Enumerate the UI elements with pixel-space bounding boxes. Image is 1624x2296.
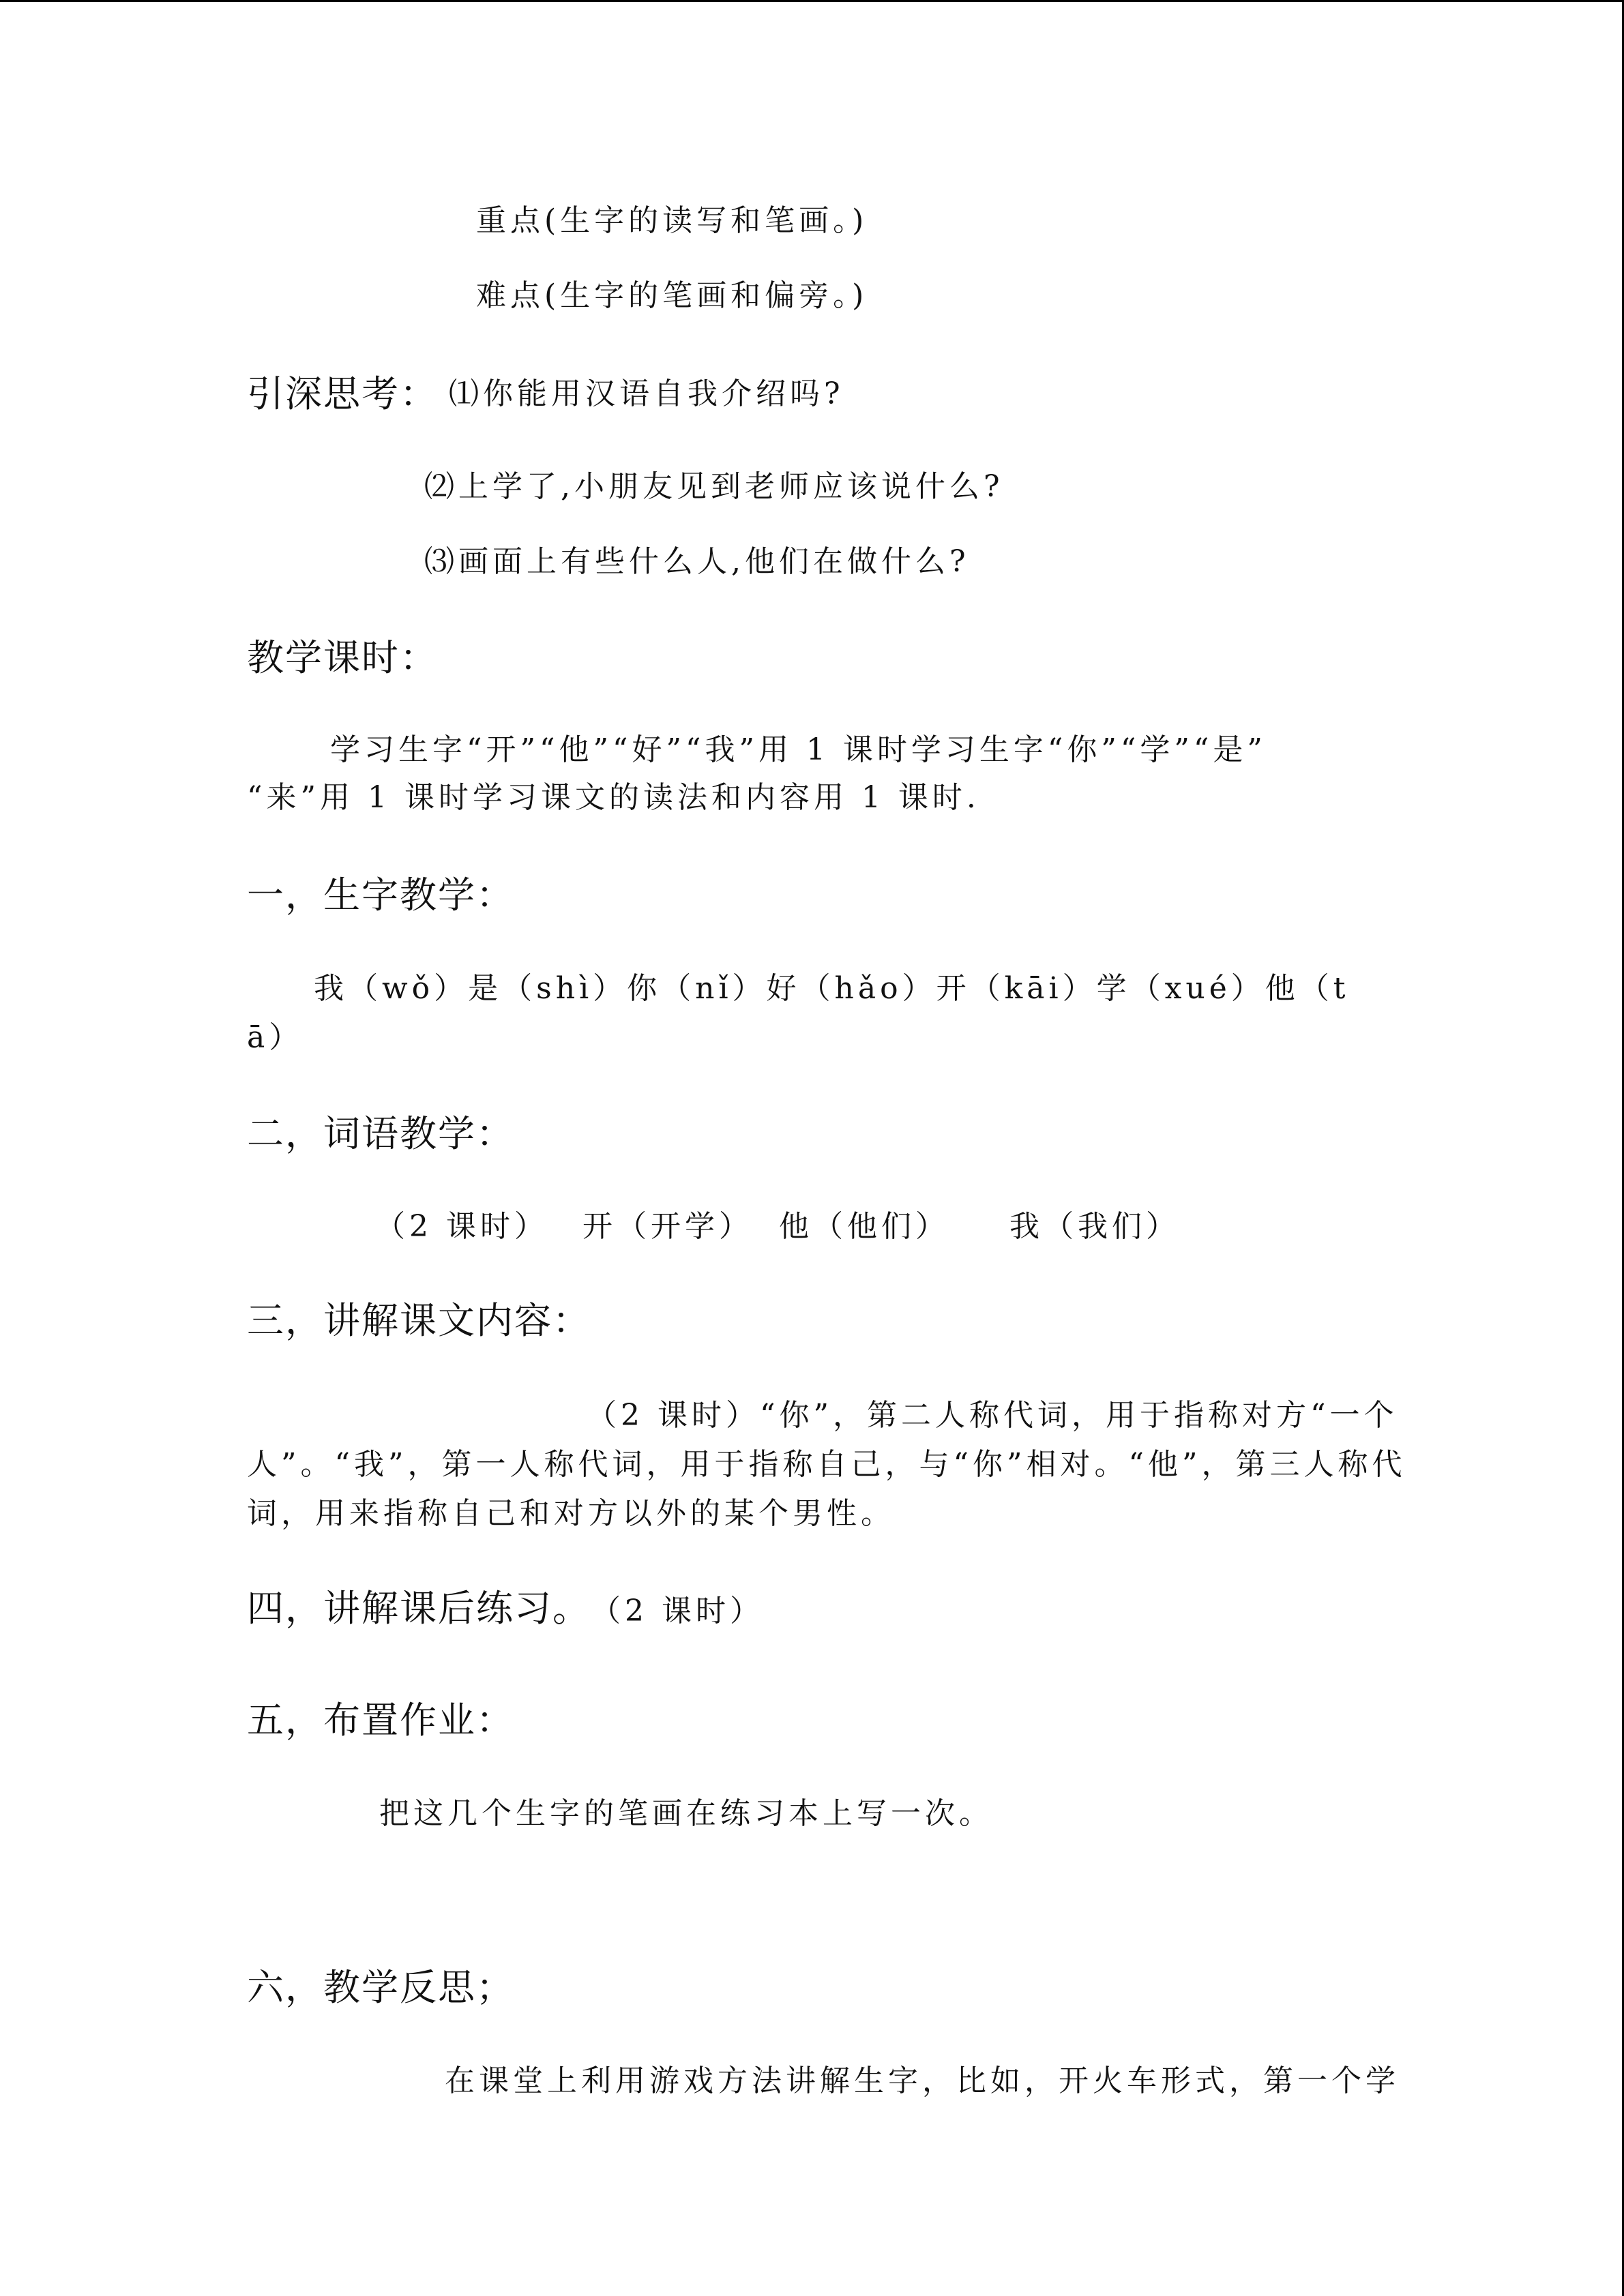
- section4-heading: [247, 1587, 764, 1630]
- section1-heading: 一，生字教学：: [247, 874, 514, 916]
- section5-body: 把这几个生字的笔画在练习本上写一次。: [379, 1796, 993, 1831]
- section2-word-3: 我（我们）: [1009, 1209, 1180, 1244]
- section2-word-1: 开（开学）: [582, 1209, 753, 1244]
- thinking-question-3: ⑶画面上有些什么人,他们在做什么?: [424, 544, 970, 579]
- section2-heading: 二，词语教学：: [247, 1112, 514, 1155]
- hours-line-1: 学习生字“开”“他”“好”“我”用 1 课时学习生字“你”“学”“是”: [330, 732, 1267, 767]
- hours-line-2: “来”用 1 课时学习课文的读法和内容用 1 课时.: [247, 780, 980, 815]
- section3-line-3: 词，用来指称自己和对方以外的某个男性。: [247, 1496, 895, 1531]
- thinking-question-2: ⑵上学了,小朋友见到老师应该说什么?: [424, 469, 1004, 504]
- page-top-border: [0, 0, 1624, 2]
- section4-title: 四，讲解课后练习。: [247, 1587, 591, 1630]
- section2-word-2: 他（他们）: [779, 1209, 949, 1244]
- section5-heading: 五，布置作业：: [247, 1699, 514, 1742]
- section6-body: 在课堂上利用游戏方法讲解生字，比如，开火车形式，第一个学: [445, 2063, 1400, 2098]
- difficulty-line: 难点(生字的笔画和偏旁。): [476, 278, 868, 313]
- section2-hours: （2 课时）: [375, 1209, 548, 1244]
- section1-line-2: ā）: [247, 1020, 304, 1055]
- section6-heading: 六，教学反思；: [247, 1966, 514, 2009]
- section3-line-2: 人”。“我”，第一人称代词，用于指称自己，与“你”相对。“他”，第三人称代: [247, 1447, 1406, 1482]
- key-point-line: 重点(生字的读写和笔画。): [476, 203, 868, 238]
- section3-heading: 三，讲解课文内容：: [247, 1299, 591, 1342]
- thinking-heading: 引深思考：: [247, 372, 438, 415]
- section1-line-1: 我（wǒ）是（shì）你（nǐ）好（hǎo）开（kāi）学（xué）他（t: [314, 971, 1350, 1006]
- section3-line-1: （2 课时）“你”，第二人称代词，用于指称对方“一个: [587, 1398, 1398, 1433]
- thinking-question-1: ⑴你能用汉语自我介绍吗?: [449, 376, 844, 411]
- section4-hours: （2 课时）: [591, 1594, 764, 1628]
- hours-heading: 教学课时：: [247, 636, 438, 679]
